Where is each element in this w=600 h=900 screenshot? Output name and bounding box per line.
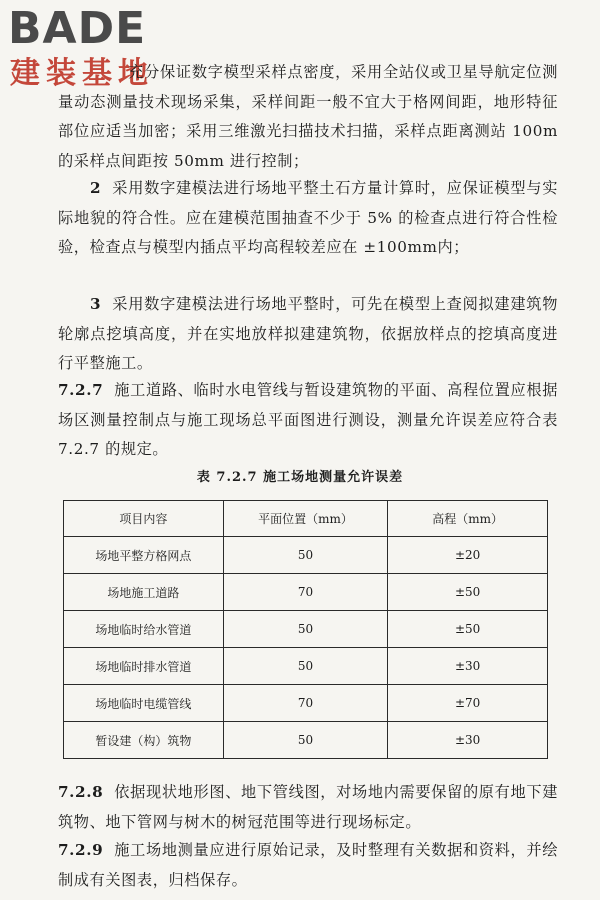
header-plane-position: 平面位置（mm）	[223, 501, 388, 537]
clause-7-2-7	[58, 376, 558, 465]
cell-plane: 50	[223, 537, 388, 574]
cell-item: 暂设建（构）筑物	[64, 722, 224, 759]
clause-number: 7.2.7	[58, 381, 104, 399]
logo-subtitle: 建装基地	[10, 56, 154, 91]
cell-plane: 50	[223, 648, 388, 685]
cell-elevation: ±30	[388, 648, 548, 685]
table-row	[64, 574, 548, 611]
list-item-3	[58, 290, 558, 379]
cell-item: 场地平整方格网点	[64, 537, 224, 574]
cell-item: 场地临时给水管道	[64, 611, 224, 648]
table-header-row	[64, 501, 548, 537]
cell-plane: 70	[223, 685, 388, 722]
clause-text: 施工道路、临时水电管线与暂设建筑物的平面、高程位置应根据场区测量控制点与施工现场总平面图进行测设，测量允许误差应符合表 7.2.7 的规定。	[58, 381, 558, 458]
clause-number: 7.2.8	[58, 783, 104, 801]
tolerance-table	[63, 500, 548, 759]
clause-text: 施工场地测量应进行原始记录，及时整理有关数据和资料，并绘制成有关图表，归档保存。	[58, 841, 558, 889]
table-row	[64, 722, 548, 759]
cell-item: 场地临时排水管道	[64, 648, 224, 685]
clause-text: 依据现状地形图、地下管线图，对场地内需要保留的原有地下建筑物、地下管网与树木的树冠范围等进行现场标定。	[58, 783, 558, 831]
header-item: 项目内容	[64, 501, 224, 537]
list-item-number: 3	[90, 295, 102, 313]
cell-plane: 50	[223, 611, 388, 648]
clause-number: 7.2.9	[58, 841, 104, 859]
list-item-text: 采用数字建模法进行场地平整时，可先在模型上查阅拟建建筑物轮廓点挖填高度，并在实地放样拟建建筑物，依据放样点的挖填高度进行平整施工。	[58, 295, 558, 372]
table-row	[64, 648, 548, 685]
logo-brand: BADE	[8, 3, 147, 54]
cell-plane: 50	[223, 722, 388, 759]
table-title: 表 7.2.7 施工场地测量允许误差	[196, 470, 404, 485]
list-item-text: 采用数字建模法进行场地平整土石方量计算时，应保证模型与实际地貌的符合性。应在建模范围抽查不少于 5% 的检查点进行符合性检验，检查点与模型内插点平均高程较差应在 ±100mm内；	[58, 179, 558, 256]
list-item-number: 2	[90, 179, 102, 197]
cell-elevation: ±50	[388, 611, 548, 648]
table-row	[64, 611, 548, 648]
paragraph-sampling	[58, 58, 558, 176]
table-row	[64, 537, 548, 574]
cell-elevation: ±70	[388, 685, 548, 722]
clause-7-2-9	[58, 836, 558, 895]
cell-item: 场地临时电缆管线	[64, 685, 224, 722]
cell-elevation: ±50	[388, 574, 548, 611]
cell-plane: 70	[223, 574, 388, 611]
paragraph-sampling-text: 充分保证数字模型采样点密度，采用全站仪或卫星导航定位测量动态测量技术现场采集，采样间距一般不宜大于格网间距，地形特征部位应适当加密；采用三维激光扫描技术扫描，采样点距离测站 100m 的采样点间距按 50mm 进行控制；	[58, 63, 558, 170]
list-item-2	[58, 174, 558, 263]
header-elevation: 高程（mm）	[388, 501, 548, 537]
cell-elevation: ±20	[388, 537, 548, 574]
cell-elevation: ±30	[388, 722, 548, 759]
clause-7-2-8	[58, 778, 558, 837]
table-row	[64, 685, 548, 722]
cell-item: 场地施工道路	[64, 574, 224, 611]
